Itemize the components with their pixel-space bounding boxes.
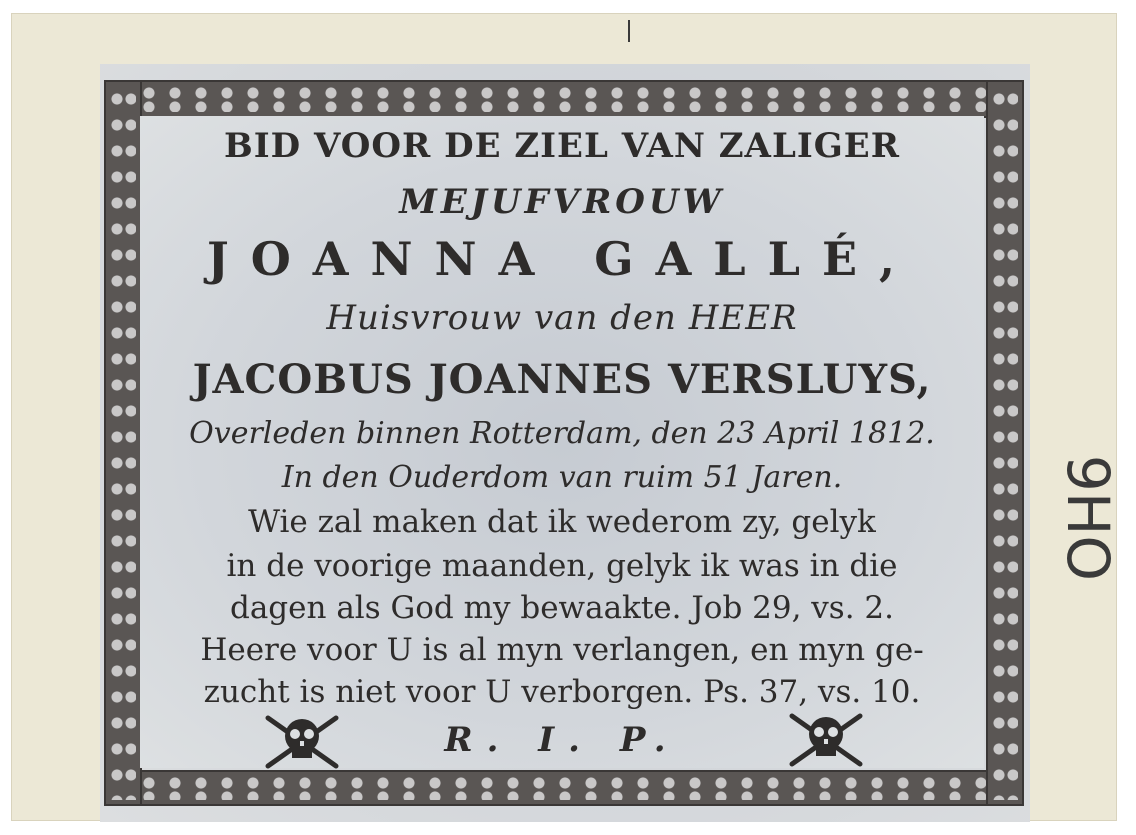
skull-crossbones-icon — [262, 708, 342, 772]
handwritten-mark: 9HO — [1054, 454, 1122, 582]
death-line: Overleden binnen Rotterdam, den 23 April 1812. — [189, 416, 935, 451]
verse-line: Heere voor U is al myn verlangen, en myn ge- — [200, 632, 924, 668]
verse-line: Wie zal maken dat ik wederom zy, gelyk — [248, 504, 876, 540]
ornamental-border-left — [104, 80, 142, 806]
ink-tick — [628, 20, 630, 42]
ornamental-border-right — [986, 80, 1024, 806]
rip-line: R. I. P. — [444, 720, 680, 760]
verse-line: zucht is niet voor U verborgen. Ps. 37, vs. 10. — [203, 674, 921, 710]
skull-crossbones-icon — [786, 706, 866, 770]
husband-name: JACOBUS JOANNES VERSLUYS, — [192, 356, 932, 403]
age-line: In den Ouderdom van ruim 51 Jaren. — [281, 460, 843, 495]
ornamental-border-bottom — [104, 770, 1024, 806]
heading-line: BID VOOR DE ZIEL VAN ZALIGER — [224, 126, 900, 166]
verse-line: in de voorige maanden, gelyk ik was in die — [226, 548, 898, 584]
title-line: MEJUFVROUW — [399, 182, 725, 222]
relation-line: Huisvrouw van den HEER — [326, 298, 798, 338]
deceased-name: JOANNA GALLÉ, — [206, 232, 918, 286]
verse-line: dagen als God my bewaakte. Job 29, vs. 2. — [229, 590, 895, 626]
ornamental-border-top — [104, 80, 1024, 118]
